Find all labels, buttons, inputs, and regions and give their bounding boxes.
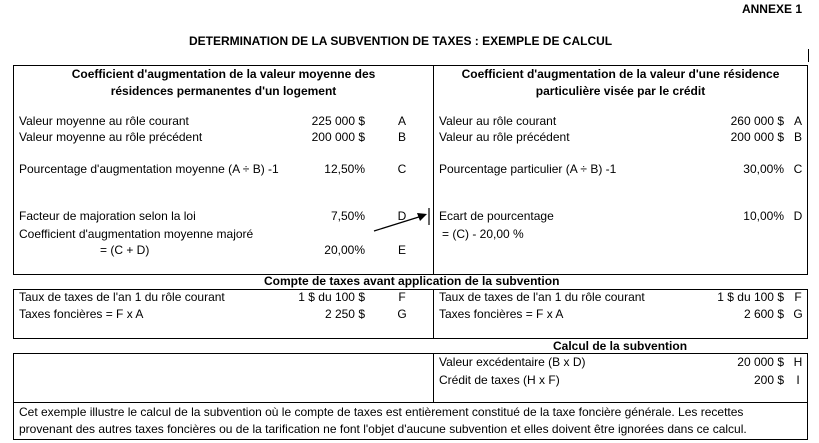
right-row-code: B (793, 130, 802, 144)
left-row-label: Facteur de majoration selon la loi (19, 209, 196, 223)
arrow-head-icon (417, 213, 427, 221)
tax-left-value: 2 250 $ (324, 307, 365, 321)
left-row-label: Pourcentage d'augmentation moyenne (A ÷ B) -1 (19, 162, 279, 176)
left-row-code: D (397, 209, 407, 223)
tax-left-label: Taxes foncières = F x A (19, 307, 144, 321)
left-header (13, 66, 434, 100)
right-row-label: Pourcentage particulier (A ÷ B) -1 (439, 162, 617, 176)
subsidy-label: Crédit de taxes (H x F) (439, 373, 560, 387)
arrow-annotation (370, 204, 436, 236)
subsidy-value: 200 $ (753, 373, 784, 387)
subsidy-empty-panel (13, 353, 434, 403)
left-header-line2: résidences permanentes d'un logement (110, 84, 337, 98)
right-row-value: 260 000 $ (730, 114, 784, 128)
arrow-line-icon (374, 216, 422, 231)
right-row-value: 10,00% (743, 209, 784, 223)
tax-left-code: G (397, 307, 407, 321)
right-row-label: Valeur au rôle précédent (439, 130, 570, 144)
tax-left-label: Taux de taxes de l'an 1 du rôle courant (19, 290, 225, 304)
tax-left-value: 1 $ du 100 $ (298, 290, 365, 304)
tax-right-value: 1 $ du 100 $ (717, 290, 784, 304)
right-row-label: = (C) - 20,00 % (442, 227, 524, 241)
cursor-mark (808, 49, 809, 62)
subsidy-code: H (793, 355, 803, 369)
left-row-code: B (397, 130, 406, 144)
left-row-value: 20,00% (324, 243, 365, 257)
left-row-label: Valeur moyenne au rôle courant (19, 114, 189, 128)
left-row-value: 225 000 $ (311, 114, 365, 128)
left-row-label: Coefficient d'augmentation moyenne majoré (19, 227, 254, 241)
right-header-line1: Coefficient d'augmentation de la valeur d'une résidence (461, 67, 780, 81)
right-header (433, 66, 808, 100)
right-row-code: A (793, 114, 802, 128)
left-row-label: Valeur moyenne au rôle précédent (19, 130, 203, 144)
page-title: DETERMINATION DE LA SUBVENTION DE TAXES : EXEMPLE DE CALCUL (189, 34, 613, 48)
left-row-value: 12,50% (324, 162, 365, 176)
left-row-code: C (397, 162, 407, 176)
subsidy-title: Calcul de la subvention (553, 339, 688, 353)
tax-left-code: F (398, 290, 406, 304)
tax-right-label: Taxes foncières = F x A (439, 307, 564, 321)
left-row-label: = (C + D) (100, 243, 150, 257)
right-row-code: C (793, 162, 803, 176)
tax-right-code: F (794, 290, 802, 304)
tax-right-value: 2 600 $ (743, 307, 784, 321)
tax-account-title: Compte de taxes avant application de la subvention (264, 274, 560, 288)
right-row-value: 30,00% (743, 162, 784, 176)
right-row-label: Ecart de pourcentage (439, 209, 554, 223)
left-row-code: A (397, 114, 406, 128)
right-header-line2: particulière visée par le crédit (535, 84, 706, 98)
left-header-line1: Coefficient d'augmentation de la valeur moyenne des (71, 67, 376, 81)
subsidy-label: Valeur excédentaire (B x D) (439, 355, 586, 369)
left-row-value: 7,50% (330, 209, 365, 223)
subsidy-code: I (796, 373, 800, 387)
tax-right-label: Taux de taxes de l'an 1 du rôle courant (439, 290, 645, 304)
tax-right-code: G (793, 307, 803, 321)
left-row-value: 200 000 $ (311, 130, 365, 144)
right-row-label: Valeur au rôle courant (439, 114, 557, 128)
left-row-code: E (397, 243, 406, 257)
right-row-code: D (793, 209, 803, 223)
annex-label: ANNEXE 1 (741, 2, 802, 16)
right-row-value: 200 000 $ (730, 130, 784, 144)
explanatory-note: Cet exemple illustre le calcul de la subvention où le compte de taxes est entièrement constitué de la taxe foncière générale. Les recettes provenant des autres taxes foncières ou de la tarification ne font l'objet d'aucune subvention et elles doivent être ignorées dans ce calcul. (19, 405, 747, 436)
subsidy-value: 20 000 $ (737, 355, 784, 369)
